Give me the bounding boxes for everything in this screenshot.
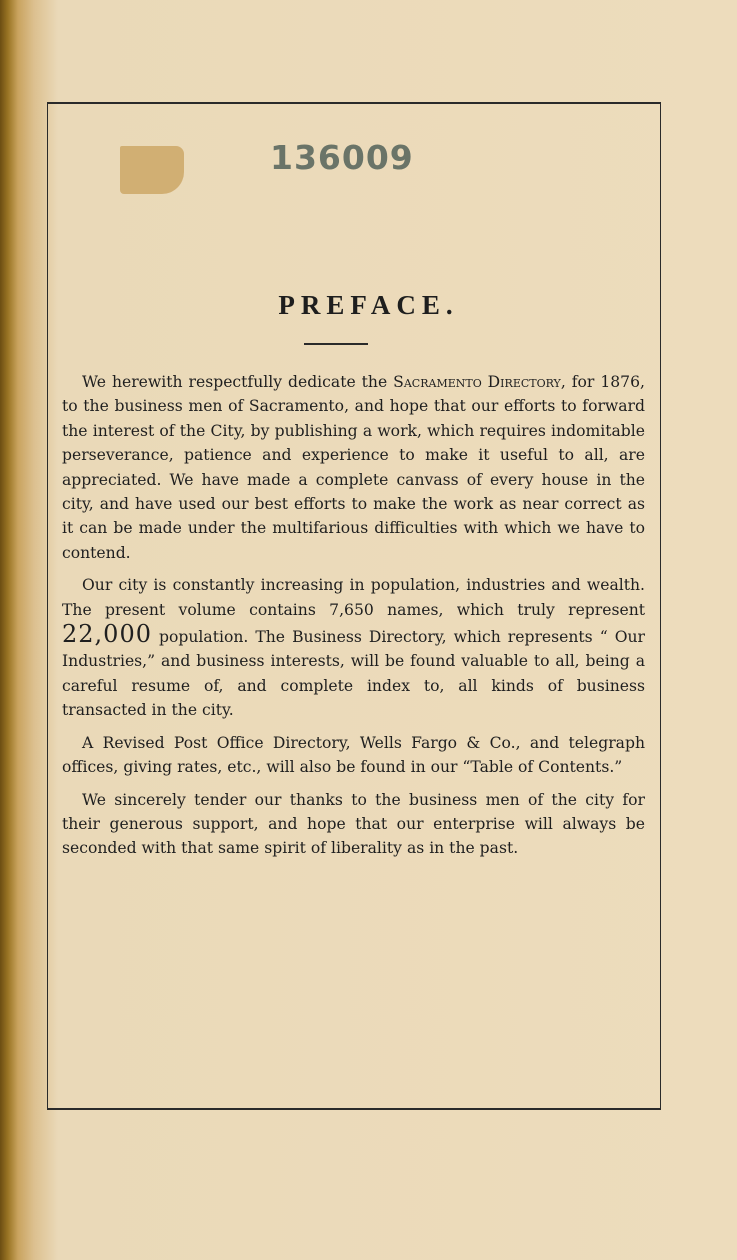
paragraph-1: We herewith respectfully dedicate the Sacramento Directory, for 1876, to the business men of Sacramento, and hope that our efforts to forward the interest of the City, by publishing a work, which requires indomitable perseverance, patience and experience to make it useful to all, are appreciated. We have made a complete canvass of every house in the city, and have used our best efforts to make the work as near correct as it can be made under the multifarious difficulties with which we have to contend.	[62, 373, 645, 562]
page-title: PREFACE.	[278, 290, 459, 320]
accession-number: 136009	[270, 138, 414, 177]
directory-name: Sacramento Directory	[393, 373, 561, 391]
paragraph-2: Our city is constantly increasing in population, industries and wealth. The present volume contains 7,650 names, which truly represent 22,000 population. The Business Directory, which represents “ Our Industries,” and business interests, will be found valuable to all, being a careful resume of, and complete index to, all kinds of business transacted in the city.	[62, 576, 645, 720]
library-stamp-mark	[120, 146, 184, 194]
preface-body	[62, 370, 645, 869]
paragraph-3: A Revised Post Office Directory, Wells Fargo & Co., and telegraph offices, giving rates, etc., will also be found in our “Table of Contents.”	[62, 733, 645, 777]
paragraph-4: We sincerely tender our thanks to the business men of the city for their generous support, and hope that our enterprise will always be seconded with that same spirit of liberality as in the past.	[62, 790, 645, 858]
title-divider	[304, 343, 368, 345]
population-figure: 22,000	[62, 620, 152, 649]
